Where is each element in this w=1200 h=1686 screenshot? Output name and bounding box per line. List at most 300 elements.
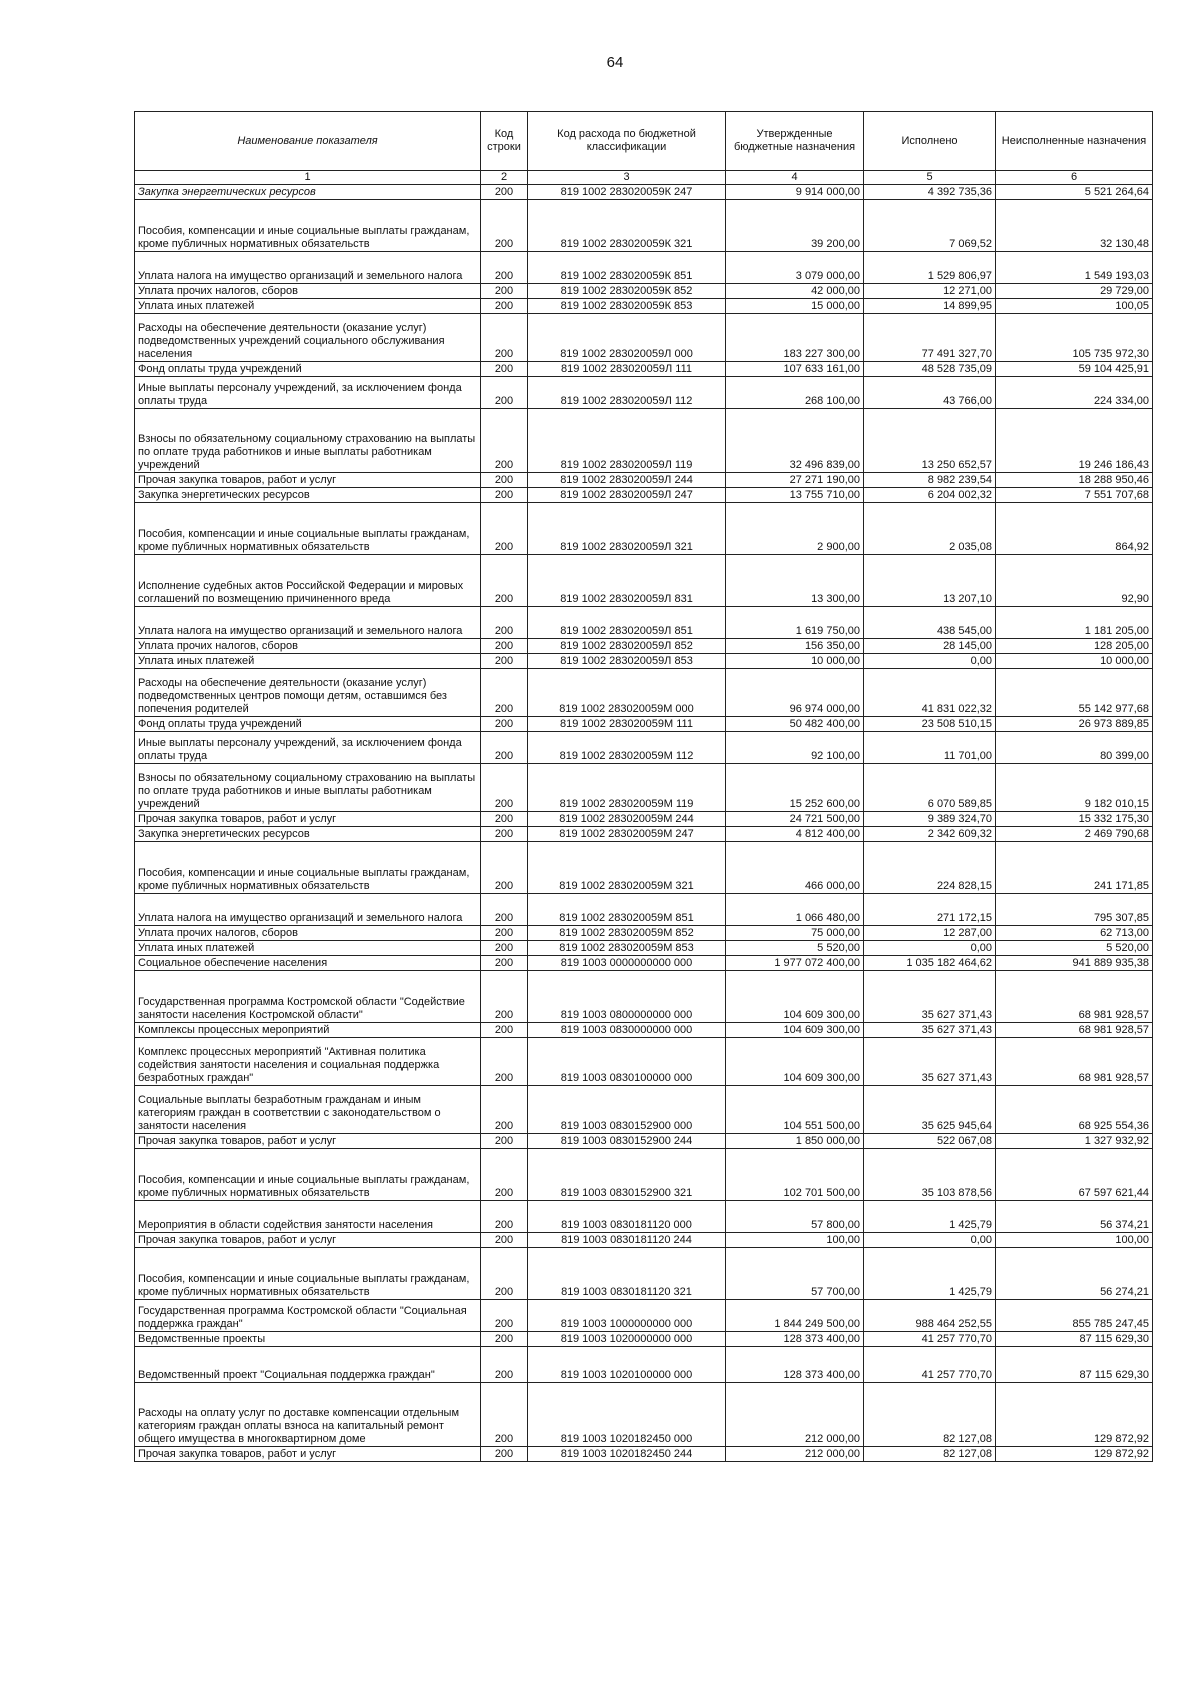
approved-amount: 9 914 000,00 — [726, 185, 864, 200]
indicator-name: Комплекс процессных мероприятий "Активная политика содействия занятости населения и социальная поддержка безработных граждан" — [135, 1038, 481, 1086]
approved-amount: 1 066 480,00 — [726, 894, 864, 926]
approved-amount: 104 609 300,00 — [726, 1023, 864, 1038]
unexecuted-amount: 92,90 — [996, 555, 1153, 607]
expense-code: 819 1002 283020059Л 111 — [528, 362, 726, 377]
unexecuted-amount: 59 104 425,91 — [996, 362, 1153, 377]
table-row — [135, 1248, 1153, 1300]
indicator-name: Фонд оплаты труда учреждений — [135, 362, 481, 377]
expense-code: 819 1002 283020059М 119 — [528, 764, 726, 812]
approved-amount: 104 609 300,00 — [726, 971, 864, 1023]
expense-code: 819 1002 283020059М 851 — [528, 894, 726, 926]
approved-amount: 104 609 300,00 — [726, 1038, 864, 1086]
indicator-name: Иные выплаты персоналу учреждений, за исключением фонда оплаты труда — [135, 377, 481, 409]
approved-amount: 10 000,00 — [726, 654, 864, 669]
approved-amount: 1 844 249 500,00 — [726, 1300, 864, 1332]
unexecuted-amount: 1 549 193,03 — [996, 252, 1153, 284]
indicator-name: Уплата прочих налогов, сборов — [135, 639, 481, 654]
executed-amount: 13 250 652,57 — [864, 409, 996, 473]
expense-code: 819 1003 0830000000 000 — [528, 1023, 726, 1038]
approved-amount: 156 350,00 — [726, 639, 864, 654]
indicator-name: Исполнение судебных актов Российской Федерации и мировых соглашений по возмещению причиненного вреда — [135, 555, 481, 607]
indicator-name: Прочая закупка товаров, работ и услуг — [135, 1447, 481, 1462]
approved-amount: 3 079 000,00 — [726, 252, 864, 284]
expense-code: 819 1003 0830152900 244 — [528, 1134, 726, 1149]
approved-amount: 128 373 400,00 — [726, 1332, 864, 1347]
indicator-name: Взносы по обязательному социальному страхованию на выплаты по оплате труда работников и иные выплаты работникам учреждений — [135, 764, 481, 812]
indicator-name: Уплата иных платежей — [135, 299, 481, 314]
unexecuted-amount: 224 334,00 — [996, 377, 1153, 409]
column-number: 2 — [481, 171, 528, 185]
line-code: 200 — [481, 299, 528, 314]
expense-code: 819 1002 283020059М 111 — [528, 717, 726, 732]
executed-amount: 82 127,08 — [864, 1383, 996, 1447]
line-code: 200 — [481, 1300, 528, 1332]
indicator-name: Социальные выплаты безработным гражданам и иным категориям граждан в соответствии с законодательством о занятости населения — [135, 1086, 481, 1134]
indicator-name: Пособия, компенсации и иные социальные выплаты гражданам, кроме публичных нормативных обязательств — [135, 842, 481, 894]
executed-amount: 1 529 806,97 — [864, 252, 996, 284]
indicator-name: Закупка энергетических ресурсов — [135, 827, 481, 842]
indicator-name: Прочая закупка товаров, работ и услуг — [135, 1233, 481, 1248]
executed-amount: 28 145,00 — [864, 639, 996, 654]
executed-amount: 1 425,79 — [864, 1201, 996, 1233]
indicator-name: Комплексы процессных мероприятий — [135, 1023, 481, 1038]
table-header-row — [135, 112, 1153, 171]
executed-amount: 1 425,79 — [864, 1248, 996, 1300]
expense-code: 819 1003 0830100000 000 — [528, 1038, 726, 1086]
expense-code: 819 1002 283020059М 321 — [528, 842, 726, 894]
line-code: 200 — [481, 894, 528, 926]
unexecuted-amount: 68 925 554,36 — [996, 1086, 1153, 1134]
indicator-name: Ведомственный проект "Социальная поддержка граждан" — [135, 1347, 481, 1383]
executed-amount: 2 035,08 — [864, 503, 996, 555]
line-code: 200 — [481, 377, 528, 409]
indicator-name: Уплата налога на имущество организаций и земельного налога — [135, 252, 481, 284]
indicator-name: Пособия, компенсации и иные социальные выплаты гражданам, кроме публичных нормативных обязательств — [135, 1248, 481, 1300]
line-code: 200 — [481, 1023, 528, 1038]
expense-code: 819 1003 0000000000 000 — [528, 956, 726, 971]
executed-amount: 9 389 324,70 — [864, 812, 996, 827]
unexecuted-amount: 68 981 928,57 — [996, 971, 1153, 1023]
expense-code: 819 1003 0800000000 000 — [528, 971, 726, 1023]
unexecuted-amount: 10 000,00 — [996, 654, 1153, 669]
table-row — [135, 654, 1153, 669]
line-code: 200 — [481, 284, 528, 299]
table-row — [135, 1233, 1153, 1248]
line-code: 200 — [481, 503, 528, 555]
column-number: 3 — [528, 171, 726, 185]
executed-amount: 35 625 945,64 — [864, 1086, 996, 1134]
expense-code: 819 1002 283020059Л 112 — [528, 377, 726, 409]
approved-amount: 104 551 500,00 — [726, 1086, 864, 1134]
line-code: 200 — [481, 639, 528, 654]
unexecuted-amount: 80 399,00 — [996, 732, 1153, 764]
expense-code: 819 1002 283020059М 247 — [528, 827, 726, 842]
line-code: 200 — [481, 607, 528, 639]
expense-code: 819 1002 283020059Л 321 — [528, 503, 726, 555]
approved-amount: 32 496 839,00 — [726, 409, 864, 473]
expense-code: 819 1002 283020059К 853 — [528, 299, 726, 314]
executed-amount: 35 103 878,56 — [864, 1149, 996, 1201]
executed-amount: 35 627 371,43 — [864, 1023, 996, 1038]
indicator-name: Закупка энергетических ресурсов — [135, 488, 481, 503]
column-header-line-code: Код строки — [481, 112, 528, 171]
table-row — [135, 842, 1153, 894]
approved-amount: 1 850 000,00 — [726, 1134, 864, 1149]
approved-amount: 75 000,00 — [726, 926, 864, 941]
unexecuted-amount: 9 182 010,15 — [996, 764, 1153, 812]
line-code: 200 — [481, 926, 528, 941]
line-code: 200 — [481, 812, 528, 827]
executed-amount: 12 287,00 — [864, 926, 996, 941]
line-code: 200 — [481, 1248, 528, 1300]
indicator-name: Уплата налога на имущество организаций и земельного налога — [135, 607, 481, 639]
line-code: 200 — [481, 200, 528, 252]
table-row — [135, 1300, 1153, 1332]
line-code: 200 — [481, 252, 528, 284]
table-row — [135, 362, 1153, 377]
unexecuted-amount: 26 973 889,85 — [996, 717, 1153, 732]
line-code: 200 — [481, 1086, 528, 1134]
table-row — [135, 941, 1153, 956]
line-code: 200 — [481, 1134, 528, 1149]
expense-code: 819 1002 283020059М 244 — [528, 812, 726, 827]
approved-amount: 4 812 400,00 — [726, 827, 864, 842]
indicator-name: Пособия, компенсации и иные социальные выплаты гражданам, кроме публичных нормативных обязательств — [135, 503, 481, 555]
expense-code: 819 1003 1020182450 244 — [528, 1447, 726, 1462]
unexecuted-amount: 68 981 928,57 — [996, 1038, 1153, 1086]
executed-amount: 43 766,00 — [864, 377, 996, 409]
executed-amount: 35 627 371,43 — [864, 1038, 996, 1086]
executed-amount: 12 271,00 — [864, 284, 996, 299]
approved-amount: 466 000,00 — [726, 842, 864, 894]
table-row — [135, 717, 1153, 732]
executed-amount: 4 392 735,36 — [864, 185, 996, 200]
table-row — [135, 1201, 1153, 1233]
executed-amount: 41 257 770,70 — [864, 1332, 996, 1347]
page-number: 64 — [606, 54, 624, 71]
expense-code: 819 1002 283020059Л 247 — [528, 488, 726, 503]
executed-amount: 522 067,08 — [864, 1134, 996, 1149]
unexecuted-amount: 128 205,00 — [996, 639, 1153, 654]
executed-amount: 41 257 770,70 — [864, 1347, 996, 1383]
executed-amount: 6 070 589,85 — [864, 764, 996, 812]
approved-amount: 268 100,00 — [726, 377, 864, 409]
table-row — [135, 764, 1153, 812]
unexecuted-amount: 241 171,85 — [996, 842, 1153, 894]
approved-amount: 212 000,00 — [726, 1383, 864, 1447]
expense-code: 819 1002 283020059Л 831 — [528, 555, 726, 607]
table-row — [135, 299, 1153, 314]
approved-amount: 24 721 500,00 — [726, 812, 864, 827]
table-row — [135, 1447, 1153, 1462]
indicator-name: Пособия, компенсации и иные социальные выплаты гражданам, кроме публичных нормативных обязательств — [135, 1149, 481, 1201]
approved-amount: 107 633 161,00 — [726, 362, 864, 377]
executed-amount: 0,00 — [864, 1233, 996, 1248]
indicator-name: Социальное обеспечение населения — [135, 956, 481, 971]
table-row — [135, 488, 1153, 503]
indicator-name: Расходы на оплату услуг по доставке компенсации отдельным категориям граждан оплаты взноса на капитальный ремонт общего имущества в многоквартирном доме — [135, 1383, 481, 1447]
executed-amount: 224 828,15 — [864, 842, 996, 894]
unexecuted-amount: 87 115 629,30 — [996, 1332, 1153, 1347]
line-code: 200 — [481, 1149, 528, 1201]
unexecuted-amount: 5 521 264,64 — [996, 185, 1153, 200]
expense-code: 819 1002 283020059Л 119 — [528, 409, 726, 473]
expense-code: 819 1002 283020059Л 000 — [528, 314, 726, 362]
expense-code: 819 1002 283020059Л 852 — [528, 639, 726, 654]
expense-code: 819 1002 283020059М 112 — [528, 732, 726, 764]
unexecuted-amount: 29 729,00 — [996, 284, 1153, 299]
approved-amount: 15 000,00 — [726, 299, 864, 314]
unexecuted-amount: 129 872,92 — [996, 1447, 1153, 1462]
line-code: 200 — [481, 654, 528, 669]
unexecuted-amount: 68 981 928,57 — [996, 1023, 1153, 1038]
unexecuted-amount: 5 520,00 — [996, 941, 1153, 956]
table-row — [135, 377, 1153, 409]
column-number: 4 — [726, 171, 864, 185]
expense-code: 819 1002 283020059М 000 — [528, 669, 726, 717]
unexecuted-amount: 56 374,21 — [996, 1201, 1153, 1233]
executed-amount: 14 899,95 — [864, 299, 996, 314]
table-row — [135, 284, 1153, 299]
executed-amount: 13 207,10 — [864, 555, 996, 607]
unexecuted-amount: 795 307,85 — [996, 894, 1153, 926]
executed-amount: 0,00 — [864, 941, 996, 956]
line-code: 200 — [481, 1332, 528, 1347]
unexecuted-amount: 55 142 977,68 — [996, 669, 1153, 717]
unexecuted-amount: 15 332 175,30 — [996, 812, 1153, 827]
unexecuted-amount: 105 735 972,30 — [996, 314, 1153, 362]
approved-amount: 42 000,00 — [726, 284, 864, 299]
expense-code: 819 1002 283020059М 853 — [528, 941, 726, 956]
line-code: 200 — [481, 717, 528, 732]
indicator-name: Ведомственные проекты — [135, 1332, 481, 1347]
approved-amount: 13 300,00 — [726, 555, 864, 607]
expense-code: 819 1002 283020059Л 853 — [528, 654, 726, 669]
line-code: 200 — [481, 473, 528, 488]
indicator-name: Прочая закупка товаров, работ и услуг — [135, 473, 481, 488]
expense-code: 819 1003 0830152900 321 — [528, 1149, 726, 1201]
approved-amount: 50 482 400,00 — [726, 717, 864, 732]
unexecuted-amount: 2 469 790,68 — [996, 827, 1153, 842]
table-row — [135, 1023, 1153, 1038]
indicator-name: Уплата налога на имущество организаций и земельного налога — [135, 894, 481, 926]
table-row — [135, 252, 1153, 284]
column-number: 5 — [864, 171, 996, 185]
executed-amount: 35 627 371,43 — [864, 971, 996, 1023]
table-row — [135, 409, 1153, 473]
line-code: 200 — [481, 1201, 528, 1233]
line-code: 200 — [481, 827, 528, 842]
table-row — [135, 200, 1153, 252]
unexecuted-amount: 100,05 — [996, 299, 1153, 314]
unexecuted-amount: 864,92 — [996, 503, 1153, 555]
line-code: 200 — [481, 971, 528, 1023]
table-row — [135, 1134, 1153, 1149]
line-code: 200 — [481, 764, 528, 812]
expense-code: 819 1003 1020000000 000 — [528, 1332, 726, 1347]
unexecuted-amount: 100,00 — [996, 1233, 1153, 1248]
table-row — [135, 926, 1153, 941]
executed-amount: 271 172,15 — [864, 894, 996, 926]
line-code: 200 — [481, 956, 528, 971]
expense-code: 819 1003 1020182450 000 — [528, 1383, 726, 1447]
approved-amount: 39 200,00 — [726, 200, 864, 252]
unexecuted-amount: 7 551 707,68 — [996, 488, 1153, 503]
executed-amount: 77 491 327,70 — [864, 314, 996, 362]
approved-amount: 102 701 500,00 — [726, 1149, 864, 1201]
column-number: 6 — [996, 171, 1153, 185]
executed-amount: 6 204 002,32 — [864, 488, 996, 503]
table-row — [135, 503, 1153, 555]
line-code: 200 — [481, 842, 528, 894]
expense-code: 819 1002 283020059К 852 — [528, 284, 726, 299]
executed-amount: 82 127,08 — [864, 1447, 996, 1462]
table-row — [135, 669, 1153, 717]
table-row — [135, 1038, 1153, 1086]
approved-amount: 92 100,00 — [726, 732, 864, 764]
expense-code: 819 1002 283020059Л 244 — [528, 473, 726, 488]
line-code: 200 — [481, 1038, 528, 1086]
table-row — [135, 1332, 1153, 1347]
unexecuted-amount: 32 130,48 — [996, 200, 1153, 252]
expense-code: 819 1003 0830181120 244 — [528, 1233, 726, 1248]
indicator-name: Расходы на обеспечение деятельности (оказание услуг) подведомственных центров помощи детям, оставшимся без попечения родителей — [135, 669, 481, 717]
indicator-name: Фонд оплаты труда учреждений — [135, 717, 481, 732]
unexecuted-amount: 941 889 935,38 — [996, 956, 1153, 971]
line-code: 200 — [481, 1233, 528, 1248]
table-row — [135, 1347, 1153, 1383]
line-code: 200 — [481, 1447, 528, 1462]
indicator-name: Расходы на обеспечение деятельности (оказание услуг) подведомственных учреждений социального обслуживания населения — [135, 314, 481, 362]
unexecuted-amount: 855 785 247,45 — [996, 1300, 1153, 1332]
expense-code: 819 1002 283020059М 852 — [528, 926, 726, 941]
line-code: 200 — [481, 1383, 528, 1447]
executed-amount: 48 528 735,09 — [864, 362, 996, 377]
column-header-executed: Исполнено — [864, 112, 996, 171]
unexecuted-amount: 19 246 186,43 — [996, 409, 1153, 473]
executed-amount: 0,00 — [864, 654, 996, 669]
expense-code: 819 1003 1020100000 000 — [528, 1347, 726, 1383]
expense-code: 819 1002 283020059К 247 — [528, 185, 726, 200]
approved-amount: 57 700,00 — [726, 1248, 864, 1300]
approved-amount: 1 977 072 400,00 — [726, 956, 864, 971]
approved-amount: 96 974 000,00 — [726, 669, 864, 717]
executed-amount: 41 831 022,32 — [864, 669, 996, 717]
expense-code: 819 1002 283020059К 851 — [528, 252, 726, 284]
column-number-row — [135, 171, 1153, 185]
unexecuted-amount: 67 597 621,44 — [996, 1149, 1153, 1201]
indicator-name: Пособия, компенсации и иные социальные выплаты гражданам, кроме публичных нормативных обязательств — [135, 200, 481, 252]
table-row — [135, 1149, 1153, 1201]
table-row — [135, 812, 1153, 827]
line-code: 200 — [481, 185, 528, 200]
table-row — [135, 185, 1153, 200]
unexecuted-amount: 56 274,21 — [996, 1248, 1153, 1300]
indicator-name: Уплата прочих налогов, сборов — [135, 926, 481, 941]
expense-code: 819 1002 283020059К 321 — [528, 200, 726, 252]
indicator-name: Уплата иных платежей — [135, 941, 481, 956]
executed-amount: 1 035 182 464,62 — [864, 956, 996, 971]
approved-amount: 183 227 300,00 — [726, 314, 864, 362]
table-row — [135, 473, 1153, 488]
column-header-approved: Утвержденные бюджетные назначения — [726, 112, 864, 171]
line-code: 200 — [481, 409, 528, 473]
table-row — [135, 827, 1153, 842]
unexecuted-amount: 18 288 950,46 — [996, 473, 1153, 488]
unexecuted-amount: 1 181 205,00 — [996, 607, 1153, 639]
indicator-name: Государственная программа Костромской области "Содействие занятости населения Костромской области" — [135, 971, 481, 1023]
line-code: 200 — [481, 669, 528, 717]
executed-amount: 2 342 609,32 — [864, 827, 996, 842]
executed-amount: 988 464 252,55 — [864, 1300, 996, 1332]
indicator-name: Иные выплаты персоналу учреждений, за исключением фонда оплаты труда — [135, 732, 481, 764]
approved-amount: 15 252 600,00 — [726, 764, 864, 812]
table-row — [135, 1383, 1153, 1447]
expense-code: 819 1003 0830152900 000 — [528, 1086, 726, 1134]
expense-code: 819 1002 283020059Л 851 — [528, 607, 726, 639]
table-row — [135, 956, 1153, 971]
indicator-name: Мероприятия в области содействия занятости населения — [135, 1201, 481, 1233]
table-row — [135, 894, 1153, 926]
approved-amount: 57 800,00 — [726, 1201, 864, 1233]
unexecuted-amount: 62 713,00 — [996, 926, 1153, 941]
line-code: 200 — [481, 1347, 528, 1383]
approved-amount: 100,00 — [726, 1233, 864, 1248]
executed-amount: 8 982 239,54 — [864, 473, 996, 488]
line-code: 200 — [481, 488, 528, 503]
budget-execution-table — [134, 111, 1153, 1462]
indicator-name: Взносы по обязательному социальному страхованию на выплаты по оплате труда работников и иные выплаты работникам учреждений — [135, 409, 481, 473]
line-code: 200 — [481, 732, 528, 764]
approved-amount: 27 271 190,00 — [726, 473, 864, 488]
table-row — [135, 314, 1153, 362]
approved-amount: 2 900,00 — [726, 503, 864, 555]
table-row — [135, 732, 1153, 764]
indicator-name: Прочая закупка товаров, работ и услуг — [135, 1134, 481, 1149]
table-row — [135, 607, 1153, 639]
indicator-name: Государственная программа Костромской области "Социальная поддержка граждан" — [135, 1300, 481, 1332]
table-row — [135, 1086, 1153, 1134]
approved-amount: 212 000,00 — [726, 1447, 864, 1462]
indicator-name: Уплата прочих налогов, сборов — [135, 284, 481, 299]
approved-amount: 5 520,00 — [726, 941, 864, 956]
expense-code: 819 1003 0830181120 321 — [528, 1248, 726, 1300]
line-code: 200 — [481, 941, 528, 956]
line-code: 200 — [481, 555, 528, 607]
indicator-name: Прочая закупка товаров, работ и услуг — [135, 812, 481, 827]
unexecuted-amount: 1 327 932,92 — [996, 1134, 1153, 1149]
column-header-expense-code: Код расхода по бюджетной классификации — [528, 112, 726, 171]
indicator-name: Закупка энергетических ресурсов — [135, 185, 481, 200]
table-row — [135, 555, 1153, 607]
unexecuted-amount: 129 872,92 — [996, 1383, 1153, 1447]
expense-code: 819 1003 0830181120 000 — [528, 1201, 726, 1233]
unexecuted-amount: 87 115 629,30 — [996, 1347, 1153, 1383]
table-row — [135, 971, 1153, 1023]
executed-amount: 438 545,00 — [864, 607, 996, 639]
executed-amount: 11 701,00 — [864, 732, 996, 764]
indicator-name: Уплата иных платежей — [135, 654, 481, 669]
line-code: 200 — [481, 362, 528, 377]
approved-amount: 13 755 710,00 — [726, 488, 864, 503]
expense-code: 819 1003 1000000000 000 — [528, 1300, 726, 1332]
column-number: 1 — [135, 171, 481, 185]
approved-amount: 128 373 400,00 — [726, 1347, 864, 1383]
table-row — [135, 639, 1153, 654]
column-header-name: Наименование показателя — [135, 112, 481, 171]
executed-amount: 7 069,52 — [864, 200, 996, 252]
approved-amount: 1 619 750,00 — [726, 607, 864, 639]
